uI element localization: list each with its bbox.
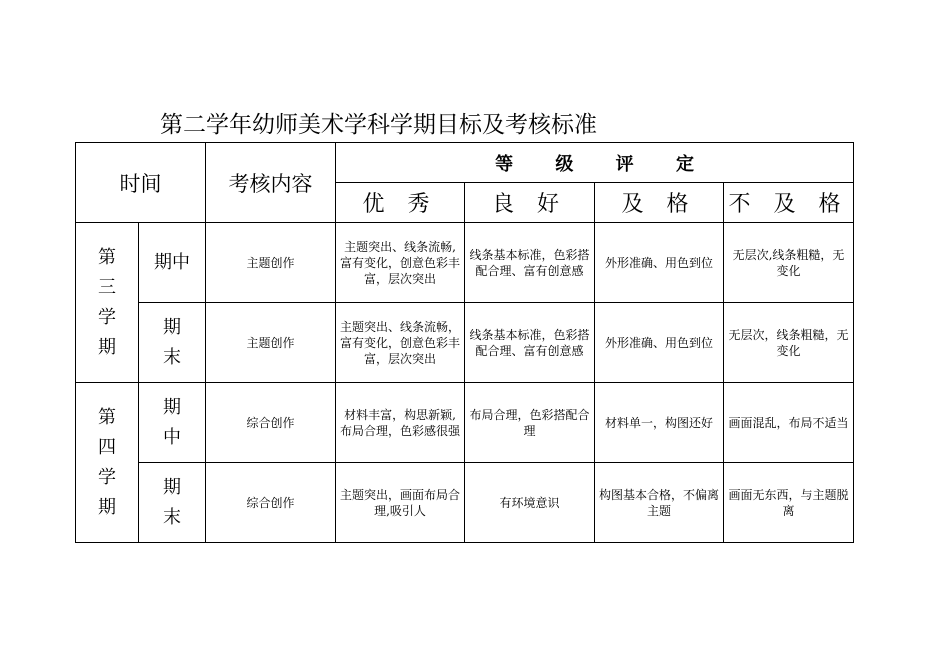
criteria-pass: 材料单一，构图还好 [595, 383, 724, 463]
assessment-content: 综合创作 [206, 463, 336, 543]
assessment-content: 综合创作 [206, 383, 336, 463]
table-row [76, 463, 854, 543]
table-row [76, 383, 854, 463]
header-level-pass: 及 格 [595, 183, 724, 223]
criteria-good: 线条基本标准，色彩搭配合理、富有创意感 [465, 223, 595, 303]
criteria-fail: 无层次,线条粗糙，无变化 [724, 223, 854, 303]
period-label: 期 中 [139, 383, 206, 463]
table-row [76, 303, 854, 383]
criteria-fail: 无层次，线条粗糙，无变化 [724, 303, 854, 383]
header-time: 时间 [76, 143, 206, 223]
assessment-content: 主题创作 [206, 223, 336, 303]
criteria-pass: 外形准确、用色到位 [595, 303, 724, 383]
header-level-excellent: 优 秀 [336, 183, 465, 223]
criteria-fail: 画面混乱，布局不适当 [724, 383, 854, 463]
header-grade-char: 等 [495, 153, 514, 175]
header-grade-char: 级 [555, 153, 574, 175]
term-label: 第 三 学 期 [76, 223, 139, 383]
criteria-excellent: 主题突出，画面布局合理,吸引人 [336, 463, 465, 543]
criteria-good: 线条基本标准，色彩搭配合理、富有创意感 [465, 303, 595, 383]
criteria-excellent: 主题突出、线条流畅,富有变化，创意色彩丰富，层次突出 [336, 223, 465, 303]
period-label: 期中 [139, 223, 206, 303]
criteria-pass: 外形准确、用色到位 [595, 223, 724, 303]
period-label: 期 末 [139, 463, 206, 543]
term-label: 第 四 学 期 [76, 383, 139, 543]
header-content: 考核内容 [206, 143, 336, 223]
document-title: 第二学年幼师美术学科学期目标及考核标准 [160, 112, 597, 138]
criteria-fail: 画面无东西，与主题脱离 [724, 463, 854, 543]
criteria-excellent: 材料丰富，构思新颖,布局合理，色彩感很强 [336, 383, 465, 463]
header-grade-char: 定 [675, 153, 694, 175]
assessment-table [75, 142, 854, 543]
header-grade-char: 评 [615, 153, 634, 175]
header-grade [336, 143, 854, 183]
criteria-good: 有环境意识 [465, 463, 595, 543]
header-level-fail: 不 及 格 [724, 183, 854, 223]
criteria-excellent: 主题突出、线条流畅，富有变化，创意色彩丰富，层次突出 [336, 303, 465, 383]
header-level-good: 良 好 [465, 183, 595, 223]
period-label: 期 末 [139, 303, 206, 383]
table-row [76, 223, 854, 303]
criteria-pass: 构图基本合格，不偏离主题 [595, 463, 724, 543]
criteria-good: 布局合理，色彩搭配合理 [465, 383, 595, 463]
assessment-content: 主题创作 [206, 303, 336, 383]
